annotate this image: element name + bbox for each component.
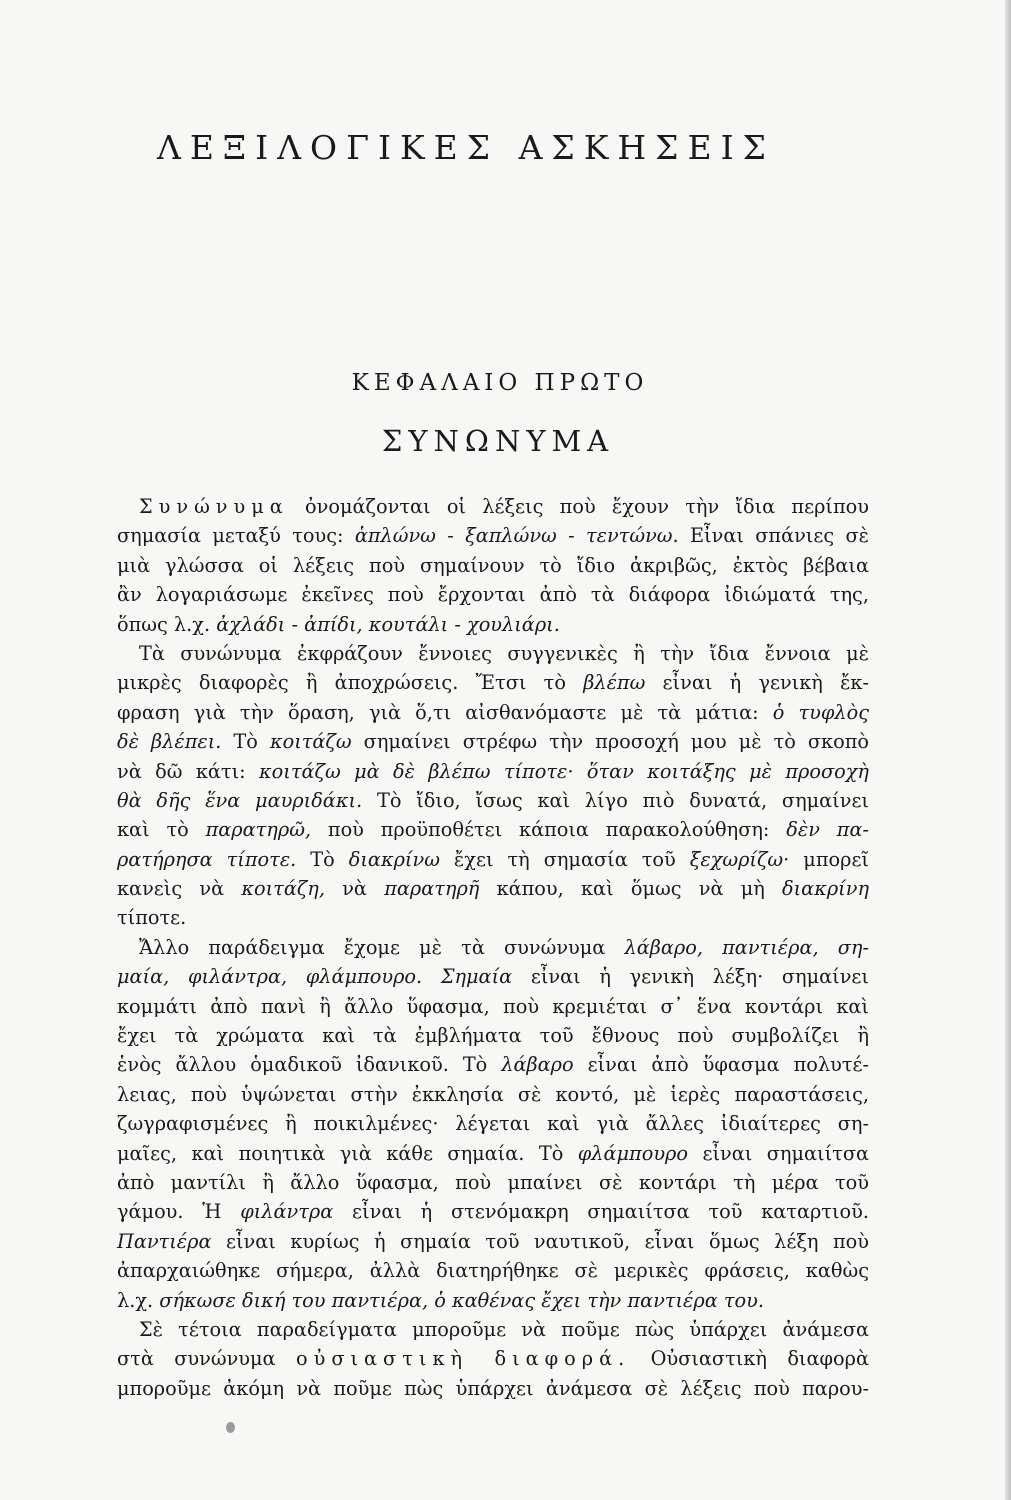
text-line: [117, 492, 869, 521]
text-line: [117, 1139, 869, 1168]
text-line: [117, 1256, 869, 1285]
page-title: ΛΕΞΙΛΟΓΙΚΕΣ ΑΣΚΗΣΕΙΣ: [157, 128, 775, 167]
text-line: [117, 874, 869, 903]
italic-example: φλάμπουρο: [577, 1141, 688, 1165]
text-line: [117, 757, 869, 786]
italic-example: δὲ βλέπει.: [117, 730, 222, 754]
text-segment: Τὰ συνώνυμα ἐκφράζουν ἔννοιες συγγενικὲς ἢ τὴν ἴδια ἔννοια μὲ: [139, 641, 869, 665]
italic-example: βλέπω: [583, 671, 646, 695]
text-segment: σημασία μεταξύ τους:: [117, 524, 355, 548]
text-segment: ἀπὸ μαντίλι ἢ ἄλλο ὕφασμα, ποὺ μπαίνει σὲ κοντάρι τὴ μέρα τοῦ: [117, 1170, 869, 1194]
text-line: [117, 698, 869, 727]
text-segment: κομμάτι ἀπὸ πανὶ ἢ ἄλλο ὕφασμα, ποὺ κρεμιέται σ᾽ ἕνα κοντάρι καὶ: [117, 994, 869, 1018]
text-segment: λ.χ.: [117, 1288, 160, 1312]
spaced-term: οὐσιαστικὴ διαφορά.: [295, 1347, 631, 1371]
spaced-term: Συνώνυμα: [139, 495, 289, 518]
italic-example: διακρίνω: [348, 847, 440, 871]
italic-example: θὰ δῆς ἕνα μαυριδάκι.: [117, 788, 363, 812]
text-segment: τίποτε.: [117, 906, 187, 930]
text-segment: μικρὲς διαφορὲς ἢ ἀποχρώσεις. Ἔτσι τὸ: [117, 671, 584, 695]
italic-example: ξεχωρίζω·: [689, 847, 790, 871]
italic-example: διακρίνη: [782, 877, 870, 901]
text-line: [117, 1227, 869, 1256]
text-line: [117, 1197, 869, 1226]
text-segment: εἶναι ἀπὸ ὕφασμα πολυτέ-: [573, 1053, 869, 1077]
italic-example: μαία, φιλάντρα, φλάμπουρο. Σημαία: [117, 965, 513, 989]
text-line: [117, 903, 869, 932]
text-segment: νὰ δῶ κάτι:: [117, 759, 260, 783]
italic-example: φιλάντρα: [240, 1200, 334, 1224]
italic-example: ὁ τυφλὸς: [772, 700, 869, 724]
text-segment: Ἄλλο παράδειγμα ἔχομε μὲ τὰ συνώνυμα: [139, 935, 625, 959]
text-line: [117, 1080, 869, 1109]
text-segment: Οὐσιαστικὴ διαφορὰ: [630, 1347, 869, 1371]
text-line: [117, 786, 869, 815]
text-segment: ἔχει τὴ σημασία τοῦ: [439, 847, 690, 871]
text-line: [117, 1374, 869, 1403]
text-segment: ἑνὸς ἄλλου ὁμαδικοῦ ἰδανικοῦ. Τὸ: [117, 1053, 502, 1077]
italic-example: ἀχλάδι - ἀπίδι, κουτάλι - χουλιάρι.: [216, 612, 560, 636]
text-segment: μποροῦμε ἀκόμη νὰ ποῦμε πὼς ὑπάρχει ἀνάμεσα σὲ λέξεις ποὺ παρου-: [117, 1376, 869, 1400]
text-segment: εἶναι κυρίως ἡ σημαία τοῦ ναυτικοῦ, εἶναι ὅμως λέξη ποὺ: [211, 1229, 869, 1253]
text-line: [117, 933, 869, 962]
text-segment: μαῖες, καὶ ποιητικὰ γιὰ κάθε σημαία. Τὸ: [117, 1141, 578, 1165]
text-segment: Τὸ: [296, 847, 349, 871]
italic-example: λάβαρο: [501, 1053, 574, 1077]
text-segment: κάπου, καὶ ὅμως νὰ μὴ: [479, 877, 783, 901]
text-segment: ἀπαρχαιώθηκε σήμερα, ἀλλὰ διατηρήθηκε σὲ μερικὲς φράσεις, καθὼς: [117, 1259, 869, 1283]
text-line: [117, 815, 869, 844]
text-line: [117, 1315, 869, 1344]
text-line: [117, 1344, 869, 1373]
text-segment: Σὲ τέτοια παραδείγματα μποροῦμε νὰ ποῦμε πὼς ὑπάρχει ἀνάμεσα: [139, 1317, 869, 1341]
italic-example: δὲν πα-: [786, 818, 869, 842]
text-segment: ὅπως λ.χ.: [117, 612, 217, 636]
italic-example: λάβαρο, παντιέρα, ση-: [624, 935, 869, 959]
page-edge: [1005, 0, 1011, 1500]
text-line: [117, 1286, 869, 1315]
text-segment: μπορεῖ: [789, 847, 869, 871]
text-line: [117, 1050, 869, 1079]
text-line: [117, 521, 869, 550]
text-segment: μιὰ γλώσσα οἱ λέξεις ποὺ σημαίνουν τὸ ἴδιο ἀκριβῶς, ἐκτὸς βέβαια: [117, 553, 869, 577]
text-segment: εἶναι σημαιίτσα: [688, 1141, 870, 1165]
section-heading: ΣΥΝΩΝΥΜΑ: [381, 424, 615, 458]
body-text: [117, 492, 869, 1403]
text-segment: Τὸ ἴδιο, ἴσως καὶ λίγο πιὸ δυνατά, σημαίνει: [362, 788, 869, 812]
text-segment: στὰ συνώνυμα: [117, 1347, 296, 1371]
text-line: [117, 845, 869, 874]
text-segment: ἂν λογαριάσωμε ἐκεῖνες ποὺ ἔρχονται ἀπὸ τὰ διάφορα ἰδιώματά της,: [117, 583, 869, 607]
text-line: [117, 962, 869, 991]
italic-example: παρατηρῶ,: [205, 818, 312, 842]
text-segment: νὰ: [324, 877, 385, 901]
italic-example: κοιτάζω: [269, 730, 352, 754]
text-segment: κανεὶς νὰ: [117, 877, 242, 901]
text-segment: εἶναι ἡ γενικὴ λέξη· σημαίνει: [512, 965, 869, 989]
text-segment: φραση γιὰ τὴν ὅραση, γιὰ ὅ,τι αἰσθανόμαστε μὲ τὰ μάτια:: [117, 700, 773, 724]
text-segment: ποὺ προϋποθέτει κάποια παρακολούθηση:: [311, 818, 787, 842]
text-line: [117, 727, 869, 756]
text-line: [117, 610, 869, 639]
text-segment: ὀνομάζονται οἱ λέξεις ποὺ ἔχουν τὴν ἴδια περίπου: [288, 495, 869, 518]
text-segment: Εἶναι σπάνιες σὲ: [678, 524, 869, 548]
text-segment: ζωγραφισμένες ἢ ποικιλμένες· λέγεται καὶ γιὰ ἄλλες ἰδιαίτερες ση-: [117, 1112, 869, 1136]
text-segment: λειας, ποὺ ὑψώνεται στὴν ἐκκλησία σὲ κοντό, μὲ ἱερὲς παραστάσεις,: [117, 1082, 869, 1106]
italic-example: Παντιέρα: [117, 1229, 212, 1253]
scan-speck: [226, 1422, 235, 1433]
text-segment: Τὸ: [221, 730, 270, 754]
text-segment: ἔχει τὰ χρώματα καὶ τὰ ἐμβλήματα τοῦ ἔθνους ποὺ συμβολίζει ἢ: [117, 1024, 869, 1048]
text-segment: σημαίνει στρέφω τὴν προσοχή μου μὲ τὸ σκοπὸ: [351, 730, 869, 754]
text-segment: εἶναι ἡ γενικὴ ἔκ-: [645, 671, 869, 695]
italic-example: σήκωσε δική του παντιέρα, ὁ καθένας ἔχει τὴν παντιέρα του.: [159, 1288, 764, 1312]
italic-example: κοιτάζω μὰ δὲ βλέπω τίποτε· ὅταν κοιτάξης μὲ προσοχὴ: [259, 759, 869, 783]
text-line: [117, 580, 869, 609]
text-segment: γάμου. Ἡ: [117, 1200, 241, 1224]
text-line: [117, 551, 869, 580]
italic-example: παρατηρῆ: [384, 877, 480, 901]
text-segment: καὶ τὸ: [117, 818, 206, 842]
text-line: [117, 668, 869, 697]
italic-example: ἁπλώνω - ξαπλώνω - τεντώνω.: [354, 524, 679, 548]
text-line: [117, 1021, 869, 1050]
text-line: [117, 1109, 869, 1138]
text-line: [117, 992, 869, 1021]
italic-example: ρατήρησα τίποτε.: [117, 847, 297, 871]
italic-example: κοιτάζη,: [241, 877, 325, 901]
text-segment: εἶναι ἡ στενόμακρη σημαιίτσα τοῦ καταρτιοῦ.: [333, 1200, 869, 1224]
chapter-heading: ΚΕΦΑΛΑΙΟ ΠΡΩΤΟ: [351, 370, 649, 396]
text-line: [117, 1168, 869, 1197]
text-line: [117, 639, 869, 668]
